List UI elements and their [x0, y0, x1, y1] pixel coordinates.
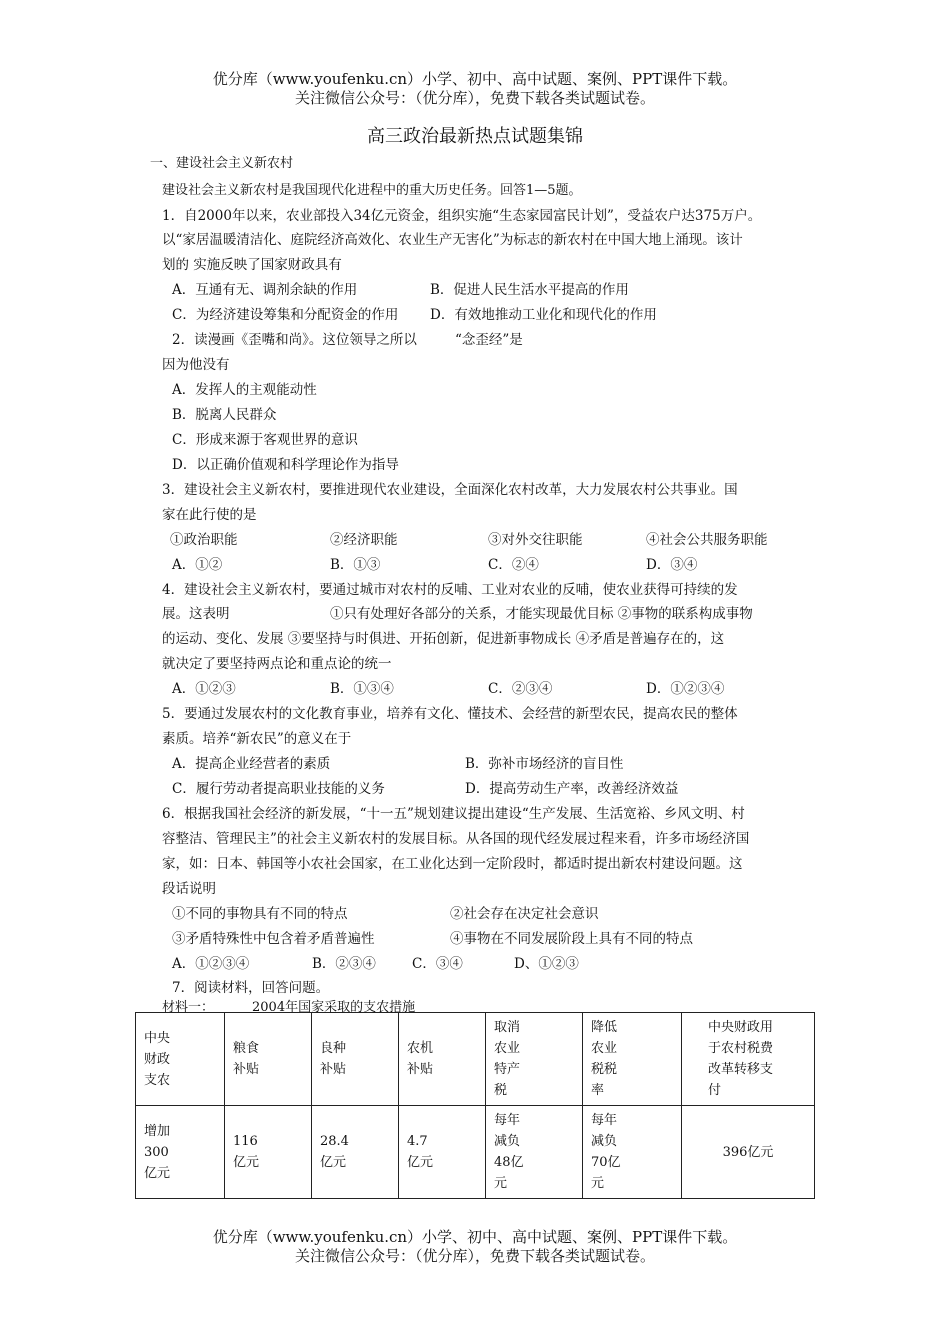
q3-item-2: ②经济职能: [330, 532, 398, 548]
q6-item-2: ②社会存在决定社会意识: [450, 906, 599, 922]
q3-line-1: 3．建设社会主义新农村，要推进现代农业建设，全面深化农村改革，大力发展农村公共事业。国: [162, 482, 738, 498]
q6-item-4: ④事物在不同发展阶段上具有不同的特点: [450, 931, 693, 947]
material-label: 材料一：: [162, 1000, 215, 1015]
q6-option-d: D、①②③: [514, 956, 579, 972]
q3-line-2: 家在此行使的是: [162, 507, 257, 523]
q2-line-1: 2．读漫画《歪嘴和尚》。这位领导之所以: [172, 332, 417, 348]
table-cell: 增加 300 亿元: [136, 1106, 225, 1199]
q5-option-a: A．提高企业经营者的素质: [172, 756, 331, 772]
q6-item-3: ③矛盾特殊性中包含着矛盾普遍性: [172, 931, 375, 947]
q4-line-2b: ①只有处理好各部分的关系，才能实现最优目标 ②事物的联系构成事物: [330, 606, 753, 622]
q4-option-c: C．②③④: [488, 681, 553, 697]
q3-option-d: D．③④: [646, 557, 698, 573]
q6-option-a: A．①②③④: [172, 956, 250, 972]
table-header-cell: 取消 农业 特产 税: [486, 1013, 583, 1106]
support-measures-table: [135, 1012, 815, 1199]
table-header-cell: 良种 补贴: [312, 1013, 399, 1106]
q2-line-1b: “念歪经”是: [455, 332, 523, 348]
table-header-row: [136, 1013, 815, 1106]
q2-line-2: 因为他没有: [162, 357, 230, 373]
q6-line-4: 段话说明: [162, 881, 216, 897]
table-header-cell: 农机 补贴: [399, 1013, 486, 1106]
q1-option-d: D．有效地推动工业化和现代化的作用: [430, 307, 657, 323]
page-title: 高三政治最新热点试题集锦: [367, 126, 583, 147]
q4-line-2a: 展。这表明: [162, 606, 230, 622]
footer-line-1: 优分库（www.youfenku.cn）小学、初中、高中试题、案例、PPT课件下载。: [212, 1228, 738, 1246]
table-cell: 28.4 亿元: [312, 1106, 399, 1199]
footer-line-2: 关注微信公众号：（优分库），免费下载各类试题试卷。: [294, 1247, 655, 1265]
q3-option-a: A．①②: [172, 557, 223, 573]
q4-line-3: 的运动、变化、发展 ③要坚持与时俱进、开拓创新，促进新事物成长 ④矛盾是普遍存在的，这: [162, 631, 725, 647]
q4-option-a: A．①②③: [172, 681, 236, 697]
q4-option-d: D．①②③④: [646, 681, 725, 697]
table-header-cell: 降低 农业 税税 率: [583, 1013, 682, 1106]
q3-option-c: C．②④: [488, 557, 539, 573]
q1-option-a: A．互通有无、调剂余缺的作用: [172, 282, 358, 298]
q7-line-1: 7．阅读材料，回答问题。: [172, 980, 330, 996]
q4-line-4: 就决定了要坚持两点论和重点论的统一: [162, 656, 392, 672]
q1-line-2: 以“家居温暖清洁化、庭院经济高效化、农业生产无害化”为标志的新农村在中国大地上涌现。该计: [162, 232, 743, 248]
table-cell: 396亿元: [682, 1106, 815, 1199]
q5-line-1: 5．要通过发展农村的文化教育事业，培养有文化、懂技术、会经营的新型农民，提高农民的整体: [162, 706, 738, 722]
material-title: 2004年国家采取的支农措施: [252, 1000, 416, 1015]
q2-option-a: A．发挥人的主观能动性: [172, 382, 317, 398]
q5-line-2: 素质。培养“新农民”的意义在于: [162, 731, 352, 747]
q2-option-c: C．形成来源于客观世界的意识: [172, 432, 358, 448]
section-heading: 一、建设社会主义新农村: [150, 156, 294, 171]
header-line-2: 关注微信公众号：（优分库），免费下载各类试题试卷。: [294, 89, 655, 107]
table-header-cell: 中央财政用 于农村税费 改革转移支 付: [682, 1013, 815, 1106]
intro-text: 建设社会主义新农村是我国现代化进程中的重大历史任务。回答1—5题。: [162, 183, 582, 198]
q3-item-3: ③对外交往职能: [488, 532, 583, 548]
q6-line-2: 容整洁、管理民主”的社会主义新农村的发展目标。从各国的现代经发展过程来看，许多市场经济国: [162, 831, 750, 847]
q6-option-b: B．②③④: [312, 956, 376, 972]
q6-line-1: 6．根据我国社会经济的新发展，“十一五”规划建议提出建设“生产发展、生活宽裕、乡风文明、村: [162, 806, 745, 822]
table-cell: 116 亿元: [225, 1106, 312, 1199]
table-cell: 每年 减负 70亿 元: [583, 1106, 682, 1199]
q1-option-c: C．为经济建设筹集和分配资金的作用: [172, 307, 399, 323]
table-row: [136, 1106, 815, 1199]
q6-line-3: 家，如：日本、韩国等小农社会国家，在工业化达到一定阶段时，都适时提出新农村建设问题。这: [162, 856, 743, 872]
q2-option-b: B．脱离人民群众: [172, 407, 277, 423]
q1-option-b: B．促进人民生活水平提高的作用: [430, 282, 629, 298]
q6-item-1: ①不同的事物具有不同的特点: [172, 906, 348, 922]
q5-option-d: D．提高劳动生产率，改善经济效益: [465, 781, 679, 797]
q1-line-1: 1．自2000年以来，农业部投入34亿元资金，组织实施“生态家园富民计划”，受益农户达375万户。: [162, 208, 762, 224]
q2-option-d: D．以正确价值观和科学理论作为指导: [172, 457, 399, 473]
q4-option-b: B．①③④: [330, 681, 394, 697]
table-header-cell: 粮食 补贴: [225, 1013, 312, 1106]
table-cell: 4.7 亿元: [399, 1106, 486, 1199]
table-cell: 每年 减负 48亿 元: [486, 1106, 583, 1199]
q4-line-1: 4．建设社会主义新农村，要通过城市对农村的反哺、工业对农业的反哺，使农业获得可持续的发: [162, 582, 738, 598]
q3-item-1: ①政治职能: [170, 532, 238, 548]
table-header-cell: 中央 财政 支农: [136, 1013, 225, 1106]
q5-option-b: B．弥补市场经济的盲目性: [465, 756, 624, 772]
q3-option-b: B．①③: [330, 557, 381, 573]
header-line-1: 优分库（www.youfenku.cn）小学、初中、高中试题、案例、PPT课件下载。: [212, 70, 738, 88]
q5-option-c: C．履行劳动者提高职业技能的义务: [172, 781, 385, 797]
q1-line-3: 划的 实施反映了国家财政具有: [162, 257, 342, 273]
q6-option-c: C．③④: [412, 956, 463, 972]
q3-item-4: ④社会公共服务职能: [646, 532, 768, 548]
